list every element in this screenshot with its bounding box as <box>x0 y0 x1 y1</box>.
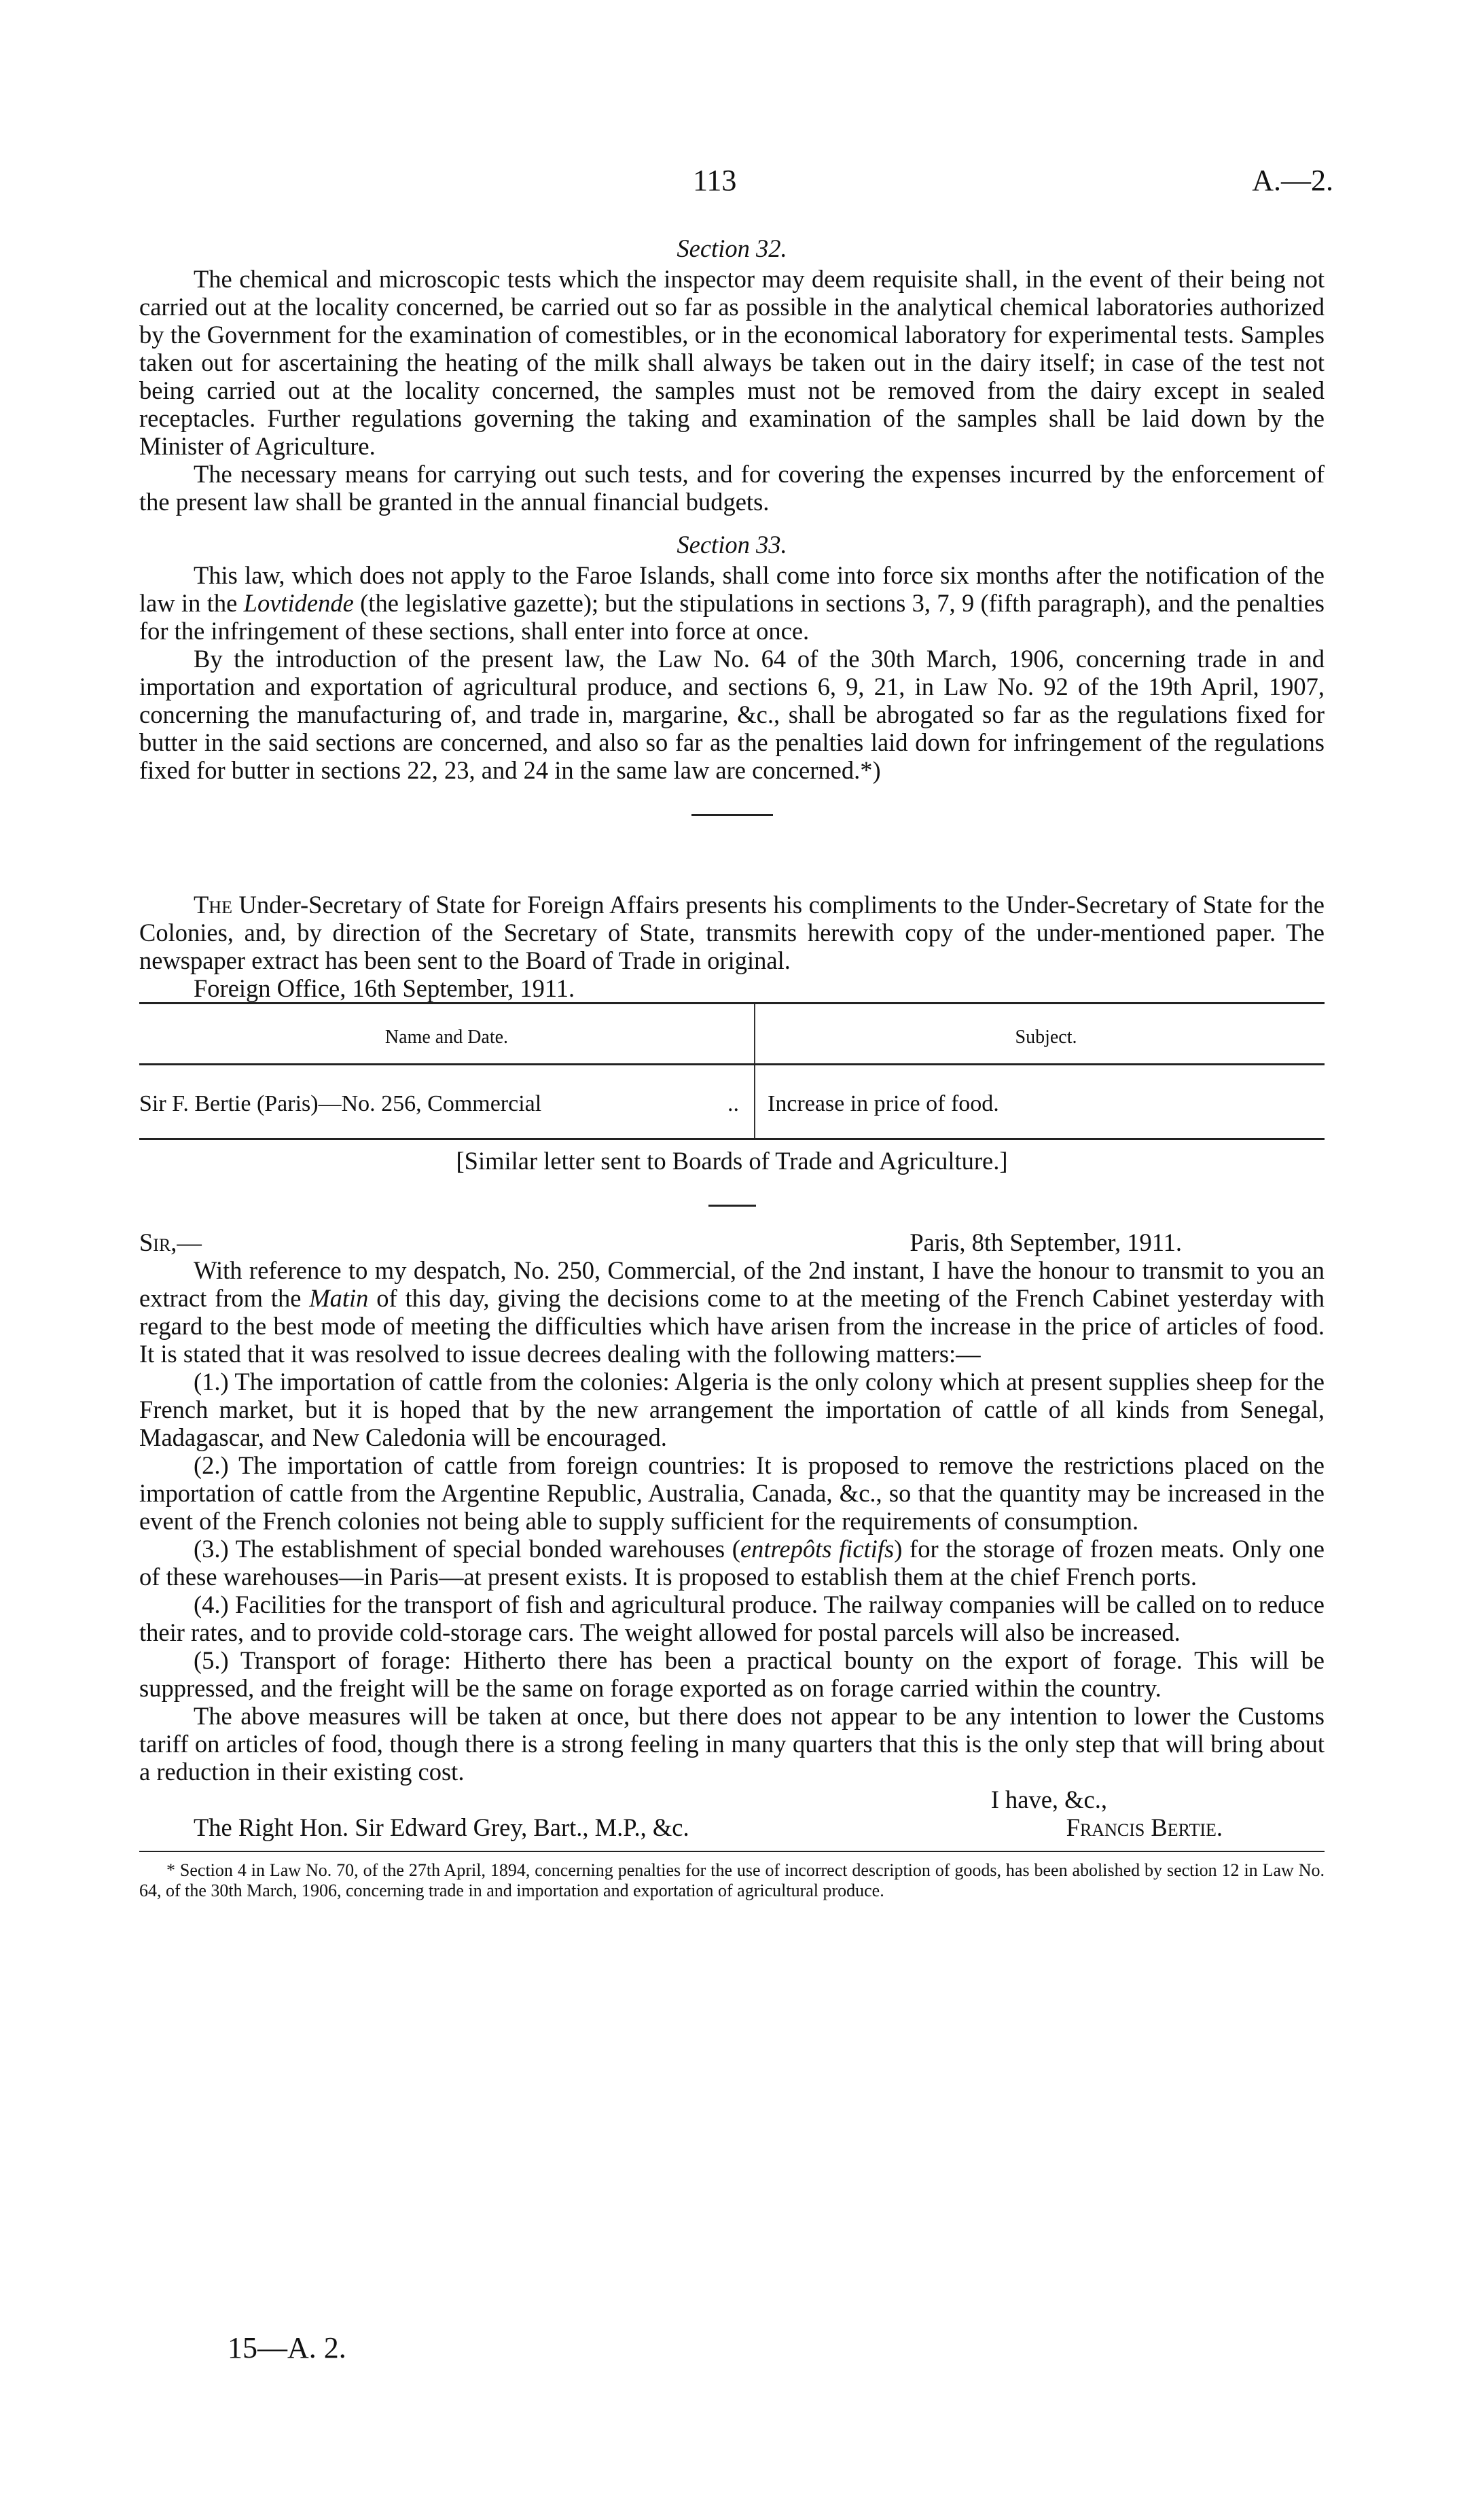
footnote: * Section 4 in Law No. 70, of the 27th April, 1894, concerning penalties for the use of incorrect description of goods, has been abolished by section 12 in Law No. 64, of the 30th March, 1906, concerning trade in and importation and exportation of agricultural produce. <box>139 1860 1325 1900</box>
section-33-paragraph: By the introduction of the present law, the Law No. 64 of the 30th March, 1906, concerning trade in and importation and exportation of agricultural produce, and sections 6, 9, 21, in Law No. 92 of the 19th April, 1907, concerning the manufacturing of, and trade in, margarine, &c., shall be abrogated so far as the regulations fixed for butter in the said sections are concerned, and also so far as the penalties laid down for infringement of the regulations fixed for butter in sections 22, 23, and 24 in the same law are concerned.*) <box>139 645 1325 784</box>
signature-mark: 15—A. 2. <box>228 2331 346 2364</box>
text-run: Sir F. Bertie (Paris)—No. 256, Commercial <box>139 1091 542 1116</box>
gazette-name: Lovtidende <box>243 589 354 617</box>
page-number: 113 <box>693 164 737 197</box>
text-run: The <box>194 891 232 919</box>
letter-item: (2.) The importation of cattle from foreign countries: It is proposed to remove the restrictions placed on the importation of cattle from the Argentine Republic, Australia, Canada, &c., so that the quantity may be increased in the event of the French colonies not being able to supply sufficient for the requirements of consumption. <box>139 1451 1325 1535</box>
table-cell-name-date <box>139 1065 755 1139</box>
text-run: entrepôts fictifs <box>740 1535 895 1563</box>
valediction: I have, &c., <box>990 1786 1107 1813</box>
table-row <box>139 1065 1325 1139</box>
letter-paragraph <box>139 1256 1325 1368</box>
table-cell-subject: Increase in price of food. <box>755 1065 1325 1139</box>
column-header-subject: Subject. <box>755 1004 1325 1065</box>
section-32-paragraph: The chemical and microscopic tests which the inspector may deem requisite shall, in the event of their being not carried out at the locality concerned, be carried out so far as possible in the analytical chemical laboratories authorized by the Government for the examination of comestibles, or in the economical laboratory for experimental tests. Samples taken out for ascertaining the heating of the milk shall always be taken out in the dairy itself; in case of the test not being carried out at the locality concerned, the samples must not be removed from the dairy except in sealed receptacles. Further regulations governing the taking and examination of the samples shall be laid down by the Minister of Agriculture. <box>139 265 1325 460</box>
text-run: of this day, giving the decisions come to at the meeting of the French Cabinet yesterday with regard to the best mode of meeting the difficulties which have arisen from the increase in the price of articles of food. It is stated that it was resolved to issue decrees dealing with the following matters:— <box>139 1284 1325 1368</box>
letter-item: (1.) The importation of cattle from the colonies: Algeria is the only colony which at present supplies sheep for the French market, but it is hoped that by the new arrangement the importation of cattle of all kinds from Senegal, Madagascar, and New Caledonia will be encouraged. <box>139 1368 1325 1451</box>
text-run: This law, which does not apply to the Faroe Islands, shall come into force six months after the notification of the law in the <box>139 561 1325 617</box>
text-run: With reference to my despatch, No. 250, Commercial, of the 2nd instant, I have the honour to transmit to you an extract from the <box>139 1256 1325 1312</box>
document-reference: A.—2. <box>1252 164 1333 197</box>
similar-letter-note: [Similar letter sent to Boards of Trade and Agriculture.] <box>456 1147 1008 1175</box>
leader-dots: .. <box>727 1091 739 1116</box>
letter-heading <box>139 1228 1325 1256</box>
letter-item: (4.) Facilities for the transport of fish and agricultural produce. The railway companies will be called on to reduce their rates, and to provide cold-storage cars. The weight allowed for postal parcels will also be increased. <box>139 1591 1325 1646</box>
column-header-name-date: Name and Date. <box>139 1004 755 1065</box>
section-32-title: Section 32. <box>677 234 787 262</box>
body-text <box>139 234 1325 1901</box>
valediction-row <box>139 1786 1325 1813</box>
newspaper-name: Matin <box>309 1284 369 1312</box>
transmittal-paragraph <box>139 891 1325 974</box>
letter-paragraph: The above measures will be taken at once, but there does not appear to be any intention to lower the Customs tariff on articles of food, though there is a strong feeling in many quarters that this is the only step that will bring about a reduction in their existing cost. <box>139 1702 1325 1786</box>
text-run: (3.) The establishment of special bonded warehouses ( <box>194 1535 740 1563</box>
salutation: Sir,— <box>139 1228 202 1256</box>
letter-item <box>139 1535 1325 1591</box>
section-33-title: Section 33. <box>677 531 787 558</box>
place-date: Paris, 8th September, 1911. <box>910 1228 1182 1256</box>
enclosure-table <box>139 1002 1325 1140</box>
transmittal-dateline: Foreign Office, 16th September, 1911. <box>194 974 575 1002</box>
letter-item: (5.) Transport of forage: Hitherto there has been a practical bounty on the export of forage. This will be suppressed, and the freight will be the same on forage exported as on forage carried within the country. <box>139 1646 1325 1702</box>
footnote-rule <box>139 1851 1325 1852</box>
text-run: (the legislative gazette); but the stipulations in sections 3, 7, 9 (fifth paragraph), and the penalties for the infringement of these sections, shall enter into force at once. <box>139 589 1325 645</box>
addressee: The Right Hon. Sir Edward Grey, Bart., M.P., &c. <box>194 1813 689 1841</box>
addressee-row <box>139 1813 1325 1841</box>
text-run: ) for the storage of frozen meats. Only one of these warehouses—in Paris—at present exists. It is proposed to establish them at the chief French ports. <box>139 1535 1325 1591</box>
signature: Francis Bertie. <box>1066 1813 1223 1841</box>
section-33-paragraph <box>139 561 1325 645</box>
page-header <box>0 163 1476 204</box>
text-run: Under-Secretary of State for Foreign Affairs presents his compliments to the Under-Secretary of State for the Colonies, and, by direction of the Secretary of State, transmits herewith copy of the under-mentioned paper. The newspaper extract has been sent to the Board of Trade in original. <box>139 891 1325 974</box>
section-32-paragraph: The necessary means for carrying out such tests, and for covering the expenses incurred by the enforcement of the present law shall be granted in the annual financial budgets. <box>139 460 1325 516</box>
